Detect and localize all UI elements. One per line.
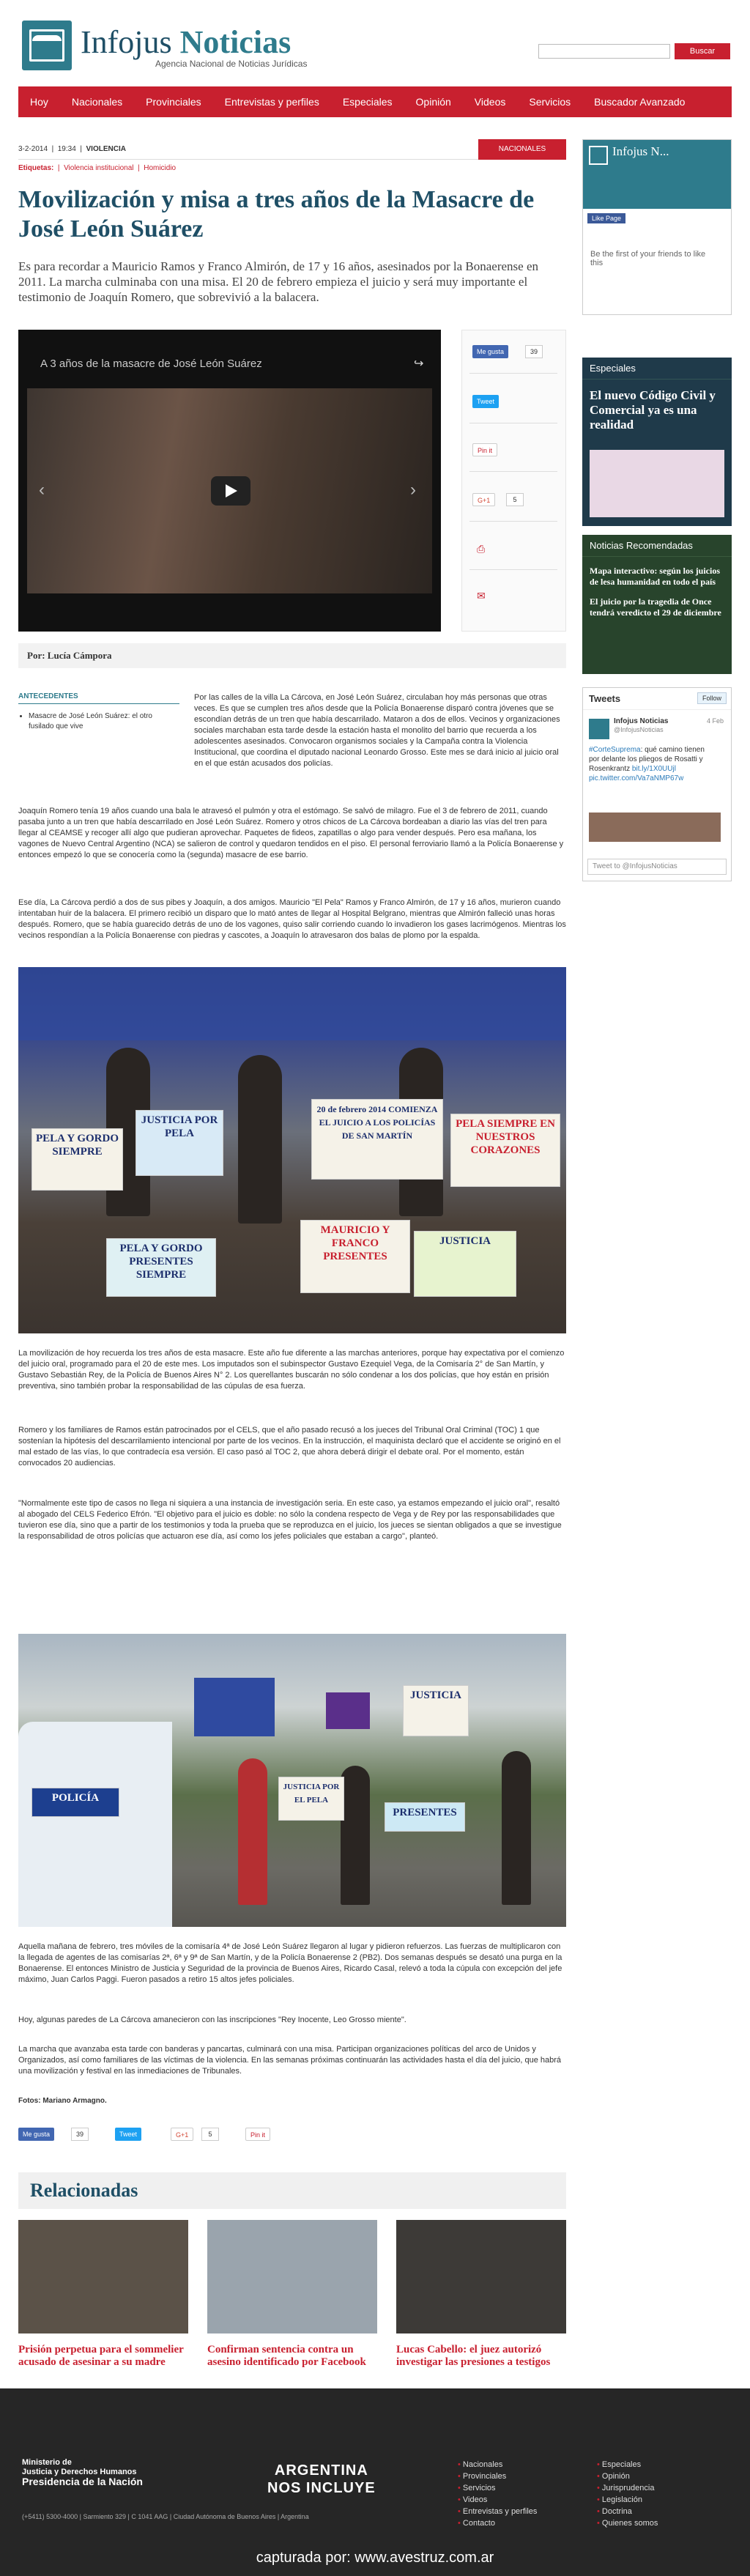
footer-links-col1 bbox=[458, 2459, 537, 2529]
logo-icon[interactable] bbox=[22, 21, 72, 70]
article-photo bbox=[18, 1634, 566, 1927]
especiales-title: Especiales bbox=[582, 358, 732, 380]
search-button[interactable]: Buscar bbox=[675, 43, 730, 59]
article-column bbox=[18, 139, 566, 2368]
paragraph: Romero y los familiares de Ramos están patrocinados por el CELS, que el año pasado recusó a los jueces del Tribunal Oral Criminal (TOC) 1 que sostenían la hipótesis del descarrilamiento intencional por parte de los vecinos. En la instrucción, el maquinista declaró que el accidente se originó en el mal estado de las vías, lo que contradecía esa versión. El caso pasó al TOC 2, que ahora deberá dirigir el debate oral. Por el momento, están convocados 20 audiencias. bbox=[18, 1426, 561, 1467]
fb-like-button[interactable]: Me gusta bbox=[472, 345, 508, 358]
share-icon[interactable]: ↪ bbox=[414, 358, 424, 370]
site-footer bbox=[0, 2388, 750, 2576]
paragraph: Aquella mañana de febrero, tres móviles de la comisaría 4ª de José León Suárez llegaron al lugar y pidieron refuerzos. Las fuerzas de multiplicaron con la llegada de agentes de las comisarías 2ª, 6ª y 9ª de San Martín, y de la Policía Bonaerense 2 (PB2). Dos semanas después se desató una purga en la Bonaerense. El entonces Ministro de Justicia y Seguridad de la provincia de Buenos Aires, Ricardo Casal, relevó a toda la cúpula con excepción del jefe máximo, Juan Carlos Paggi. Fueron pasados a retiro 15 altos jefes policiales. bbox=[18, 1942, 562, 1984]
byline: Por: Lucía Cámpora bbox=[18, 643, 566, 668]
nav-item-especiales[interactable]: Especiales bbox=[342, 96, 393, 108]
gplus-button[interactable]: G+1 bbox=[171, 2128, 193, 2141]
prev-arrow-icon[interactable]: ‹ bbox=[39, 480, 45, 500]
gplus-count: 5 bbox=[506, 493, 524, 506]
protest-sign: PELA Y GORDO SIEMPRE bbox=[31, 1128, 123, 1191]
paragraph: La movilización de hoy recuerda los tres años de esta masacre. Este año fue diferente a las marchas anteriores, porque hay expectativa por el comienzo del juicio oral, programado para el 20 de este mes. Los imputados son el subinspector Gustavo Ezequiel Vega, de la Comisaría 2° de San Martín, y Gustavo Sebastián Rey, de la Policía de Buenos Aires N° 2. Los querellantes buscarán no sólo condenar a los dos policías, que hoy están en prisión preventiva, sino también probar la responsabilidad de las cúpulas de esa fuerza. bbox=[18, 1349, 565, 1391]
pinterest-button[interactable]: Pin it bbox=[245, 2128, 270, 2141]
protest-sign: 20 de febrero 2014 COMIENZA EL JUICIO A LOS POLICÍAS DE SAN MARTÍN bbox=[311, 1099, 443, 1180]
main-nav bbox=[18, 86, 732, 117]
paragraph: Hoy, algunas paredes de La Cárcova amanecieron con las inscripciones "Rey Inocente, Leo Grosso miente". bbox=[18, 2016, 406, 2024]
site-logo[interactable]: Infojus Noticias bbox=[81, 24, 292, 60]
paragraph: Ese día, La Cárcova perdió a dos de sus pibes y Joaquín, a dos amigos. Mauricio "El Pela" Ramos y Franco Almirón, de 17 y 16 años, murieron cuando intentaban huir de la balacera. El primero recibió un disparo que lo mató antes de llegar al Hospital Belgrano, mientras que Almirón falleció unas horas después. Romero, que se había guarecido detrás de uno de los vagones, quiso salir corriendo cuando lo invadieron los gases lacrimógenos. Mientras los vecinos respondían a la Policía Bonaerense con piedras y cascotes, a Joaquín lo atravesaron dos balas de plomo por la espalda. bbox=[18, 898, 566, 940]
video-title[interactable]: A 3 años de la masacre de José León Suárez bbox=[40, 358, 262, 370]
protest-sign: POLICÍA bbox=[31, 1788, 119, 1817]
nav-item-servicios[interactable]: Servicios bbox=[529, 96, 571, 108]
tweet-link[interactable]: bit.ly/1X0UUjl pic.twitter.com/Va7aNMP67w bbox=[589, 765, 684, 782]
fb-like-count: 39 bbox=[71, 2128, 89, 2141]
search-input[interactable] bbox=[538, 44, 670, 59]
tweet-author[interactable]: Infojus Noticias bbox=[614, 717, 669, 725]
hashtag-link[interactable]: #CorteSuprema bbox=[589, 746, 641, 754]
footer-links-col2 bbox=[597, 2459, 658, 2529]
capture-credit: capturada por: www.avestruz.com.ar bbox=[256, 2550, 494, 2566]
especiales-box[interactable] bbox=[582, 358, 732, 526]
related-title[interactable]: Prisión perpetua para el sommelier acusado de asesinar a su madre bbox=[18, 2344, 184, 2368]
article-time: 19:34 bbox=[57, 145, 76, 153]
paragraph: La marcha que avanzaba esta tarde con banderas y pancartas, culminará con una misa. Participan organizaciones políticas del arco de Unidos y Organizados, así como familiares de las víctimas de la violencia. En las semanas próximas continuarán las actividades hasta el día del juicio, que habrá una movilización y festival en las inmediaciones de Tribunales. bbox=[18, 2045, 562, 2076]
especial-image[interactable] bbox=[590, 450, 724, 517]
footer-address: (+5411) 5300-4000 | Sarmiento 329 | C 1041 AAG | Ciudad Autónoma de Buenos Aires | Argentina bbox=[22, 2513, 309, 2520]
nav-item-opinion[interactable]: Opinión bbox=[415, 96, 451, 108]
tweet-body: : qué camino tienen por delante los pliegos de Rosatti y Rosenkrantz bbox=[589, 746, 705, 773]
nav-item-provinciales[interactable]: Provinciales bbox=[146, 96, 201, 108]
tag-link[interactable]: Homicidio bbox=[144, 164, 177, 172]
footer-link[interactable]: • Provinciales bbox=[458, 2470, 537, 2482]
nav-item-hoy[interactable]: Hoy bbox=[30, 96, 48, 108]
protest-sign: MAURICIO Y FRANCO PRESENTES bbox=[300, 1220, 410, 1293]
tweets-title: Tweets bbox=[583, 688, 731, 710]
footer-link[interactable]: • Videos bbox=[458, 2494, 537, 2506]
site-header bbox=[0, 0, 750, 86]
bottom-share-bar bbox=[18, 2125, 566, 2145]
pinterest-button[interactable]: Pin it bbox=[472, 443, 497, 456]
share-panel bbox=[461, 330, 566, 632]
argentina-logo: ARGENTINA NOS INCLUYE bbox=[267, 2462, 376, 2496]
antecedentes-title: ANTECEDENTES bbox=[18, 692, 179, 704]
related-thumb[interactable] bbox=[396, 2220, 566, 2333]
related-item[interactable] bbox=[18, 2220, 188, 2369]
site-tagline: Agencia Nacional de Noticias Jurídicas bbox=[155, 59, 308, 69]
follow-button[interactable]: Follow bbox=[697, 692, 727, 704]
brand-icon bbox=[589, 146, 608, 165]
tags-label: Etiquetas: bbox=[18, 164, 54, 172]
facebook-widget bbox=[582, 139, 732, 315]
recomendadas-box bbox=[582, 535, 732, 674]
footer-link[interactable]: • Contacto bbox=[458, 2517, 537, 2529]
related-item[interactable] bbox=[207, 2220, 377, 2369]
tweet-button[interactable]: Tweet bbox=[472, 395, 499, 408]
protest-sign: JUSTICIA POR EL PELA bbox=[278, 1777, 344, 1821]
footer-link[interactable]: • Legislación bbox=[597, 2494, 658, 2506]
nav-item-buscador[interactable]: Buscador Avanzado bbox=[594, 96, 686, 108]
article-title: Movilización y misa a tres años de la Masacre de José León Suárez bbox=[18, 186, 535, 243]
tag-link[interactable]: Violencia institucional bbox=[64, 164, 134, 172]
recomendadas-title: Noticias Recomendadas bbox=[582, 535, 732, 557]
recomendada-link[interactable]: El juicio por la tragedia de Once tendrá veredicto el 29 de diciembre bbox=[590, 596, 721, 618]
protest-sign: JUSTICIA bbox=[414, 1231, 516, 1297]
antecedentes-box bbox=[18, 692, 179, 732]
fb-friends-text: Be the first of your friends to like this bbox=[590, 250, 706, 267]
fb-page-name[interactable]: Infojus N... bbox=[612, 144, 669, 158]
related-title[interactable]: Confirman sentencia contra un asesino identificado por Facebook bbox=[207, 2344, 366, 2368]
recomendada-link[interactable]: Mapa interactivo: según los juicios de lesa humanidad en todo el país bbox=[590, 566, 720, 587]
paragraph: "Normalmente este tipo de casos no llega ni siquiera a una instancia de investigación seria. En este caso, ya estamos empezando el juicio oral", resaltó al abogado del CELS Federico Efrón. "El objetivo para el juicio es doble: no sólo la condena respecto de Vega y de Rey por las responsabilidades que tuvieron ese día, sino que a partir de los testimonios y toda la prueba que se reproduzca en el juicio, los jueces se sientan obligados a que se investigue la responsabilidad de otros policías que actuaron ese día, así como los jefes policiales que estaban a cargo", planteó. bbox=[18, 1499, 562, 1541]
nav-item-entrevistas[interactable]: Entrevistas y perfiles bbox=[224, 96, 319, 108]
nav-item-videos[interactable]: Videos bbox=[474, 96, 506, 108]
twitter-widget bbox=[582, 687, 732, 881]
tweet-text bbox=[589, 745, 713, 783]
related-thumb[interactable] bbox=[18, 2220, 188, 2333]
footer-link[interactable]: • Especiales bbox=[597, 2459, 658, 2470]
footer-link[interactable]: • Nacionales bbox=[458, 2459, 537, 2470]
gplus-button[interactable]: G+1 bbox=[472, 493, 495, 506]
footer-link[interactable]: • Jurisprudencia bbox=[597, 2482, 658, 2494]
protest-sign: JUSTICIA bbox=[403, 1685, 469, 1736]
especial-link[interactable]: El nuevo Código Civil y Comercial ya es una realidad bbox=[590, 388, 716, 432]
protest-sign: PRESENTES bbox=[385, 1802, 465, 1832]
footer-link[interactable]: • Opinión bbox=[597, 2470, 658, 2482]
antecedente-link[interactable]: • Masacre de José León Suárez: el otro fusilado que vive bbox=[29, 711, 179, 732]
related-title[interactable]: Lucas Cabello: el juez autorizó investigar las presiones a testigos bbox=[396, 2344, 551, 2368]
article-date: 3-2-2014 bbox=[18, 145, 48, 153]
next-arrow-icon[interactable]: › bbox=[410, 480, 416, 500]
tweet-button[interactable]: Tweet bbox=[115, 2128, 141, 2141]
gplus-count: 5 bbox=[201, 2128, 219, 2141]
play-icon[interactable] bbox=[211, 476, 250, 506]
article-meta: 3-2-2014 | 19:34 | VIOLENCIA NACIONALES bbox=[18, 139, 566, 160]
related-heading: Relacionadas bbox=[18, 2172, 566, 2209]
fb-like-button[interactable]: Me gusta bbox=[18, 2128, 54, 2141]
tweet-photo[interactable] bbox=[589, 813, 721, 842]
article-lead: Es para recordar a Mauricio Ramos y Franco Almirón, de 17 y 16 años, asesinados por la Bonaerense en 2011. La marcha culminaba con una misa. El 20 de febrero empieza el juicio y será muy importante el testimonio de Joaquín Romero, que sobrevivió a la balacera. bbox=[18, 259, 539, 304]
footer-link[interactable]: • Quienes somos bbox=[597, 2517, 658, 2529]
tweet-date[interactable]: 4 Feb bbox=[706, 717, 724, 725]
tweet-to-input[interactable]: Tweet to @InfojusNoticias bbox=[587, 859, 727, 875]
related-item[interactable] bbox=[396, 2220, 566, 2369]
avatar[interactable] bbox=[589, 719, 609, 739]
related-thumb[interactable] bbox=[207, 2220, 377, 2333]
video-player[interactable] bbox=[18, 330, 441, 632]
paragraph: Por las calles de la villa La Cárcova, en José León Suárez, circulaban hoy más personas que otras veces. Es que se cumplen tres años desde que la Policía Bonaerense disparó contra jóvenes que se escondían detrás de un tren que había descarrilado. Mataron a dos de ellos. Vecinos y organizaciones sociales marchaban esta tarde desde la estación hasta el monolito del barrio que recuerda a los adolescentes asesinados. Convocaron organismos sociales y la Campaña contra la Violencia Institucional, que coordina el diputado nacional Leonardo Grosso. Este mes se dará inicio al juicio oral en el que están acusados dos policías. bbox=[194, 693, 560, 768]
photo-credit: Fotos: Mariano Armagno. bbox=[18, 2097, 107, 2105]
nav-item-nacionales[interactable]: Nacionales bbox=[71, 96, 123, 108]
protest-sign: JUSTICIA POR PELA bbox=[135, 1110, 223, 1176]
article-section: VIOLENCIA bbox=[86, 145, 126, 153]
email-icon[interactable]: ✉ bbox=[477, 590, 486, 602]
article-photo bbox=[18, 967, 566, 1333]
footer-link[interactable]: • Servicios bbox=[458, 2482, 537, 2494]
paragraph: Joaquín Romero tenía 19 años cuando una bala le atravesó el pulmón y otra el estómago. Se salvó de milagro. Fue el 3 de febrero de 2011, cuando pasaba junto a un tren que había descarrilado en José León Suárez. Romero y otros chicos de La Cárcova bordeaban a diario las vías del tren para llegar al CEAMSE y recoger allí algo que pudieran aprovechar. Paquetes de fideos, zapatillas o algo para vender después. Pero esa mañana, los vagones de Nuevo Central Argentino (NCA) se salieron de control y quedaron tendidos en el piso. El personal ferroviario llamó a la Policía Bonaerense y entonces empezó lo que se conocería como la (segunda) masacre de ese barrio. bbox=[18, 807, 564, 859]
protest-sign: PELA SIEMPRE EN NUESTROS CORAZONES bbox=[450, 1114, 560, 1187]
fb-like-page-button[interactable]: Like Page bbox=[587, 213, 625, 223]
print-icon[interactable]: ⎙ bbox=[477, 543, 486, 555]
protest-sign: PELA Y GORDO PRESENTES SIEMPRE bbox=[106, 1238, 216, 1297]
section-badge[interactable]: NACIONALES bbox=[478, 139, 566, 160]
footer-link[interactable]: • Doctrina bbox=[597, 2506, 658, 2517]
ministry-logo[interactable]: Ministerio de Justicia y Derechos Humanos Presidencia de la Nación bbox=[22, 2458, 143, 2487]
tweet-handle[interactable]: @InfojusNoticias bbox=[614, 726, 664, 733]
tags-row: Etiquetas: | Violencia institucional | Homicidio bbox=[18, 164, 177, 172]
fb-like-count: 39 bbox=[525, 345, 543, 358]
footer-link[interactable]: • Entrevistas y perfiles bbox=[458, 2506, 537, 2517]
